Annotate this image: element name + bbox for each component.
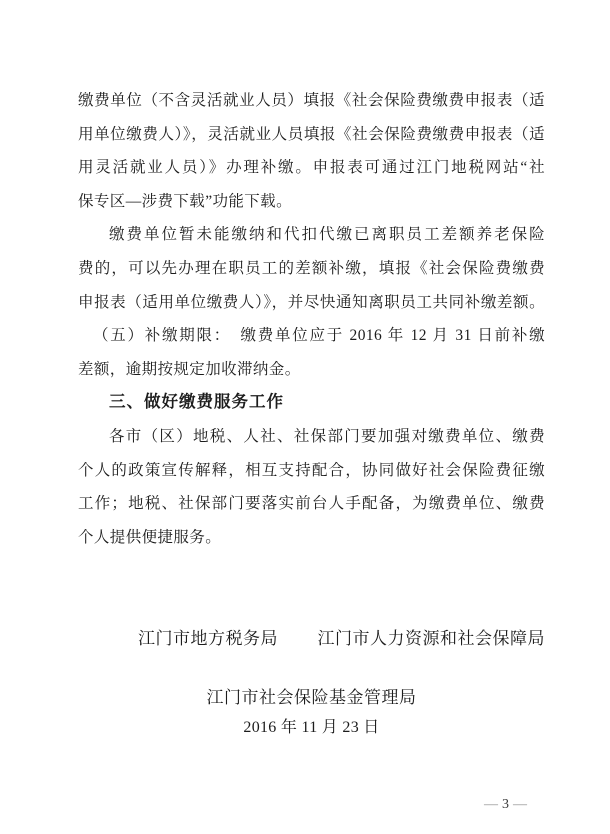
body-line: 差额，逾期按规定加收滞纳金。 [78, 360, 301, 378]
document-body [78, 84, 545, 554]
agency-hr-social-security: 江门市人力资源和社会保障局 [317, 629, 545, 648]
body-line: 各市（区）地税、人社、社保部门要加强对缴费单位、缴费 [109, 427, 545, 445]
body-line: 用灵活就业人员）》办理补缴。申报表可通过江门地税网站“社 [78, 159, 545, 177]
section-heading: 三、做好缴费服务工作 [109, 393, 284, 412]
page-number [480, 797, 531, 813]
signature-date: 2016 年 11 月 23 日 [243, 719, 380, 736]
body-line: 个人提供便捷服务。 [78, 528, 222, 546]
agency-social-insurance-fund: 江门市社会保险基金管理局 [206, 688, 417, 707]
body-line: 个人的政策宣传解释，相互支持配合，协同做好社会保险费征缴 [78, 461, 545, 479]
body-line: 费的，可以先办理在职员工的差额补缴，填报《社会保险费缴费 [78, 259, 545, 277]
body-line: 申报表（适用单位缴费人）》，并尽快通知离职员工共同补缴差额。 [78, 293, 545, 311]
body-line: 缴费单位（不含灵活就业人员）填报《社会保险费缴费申报表（适 [78, 92, 545, 109]
body-line: 工作；地税、社保部门要落实前台人手配备，为缴费单位、缴费 [78, 495, 545, 513]
body-line: 保专区—涉费下载”功能下载。 [78, 192, 292, 210]
page-number-value: 3 [502, 797, 509, 812]
page-number-dash: — [513, 797, 527, 812]
page-number-dash: — [484, 797, 498, 812]
agency-local-tax-bureau: 江门市地方税务局 [138, 629, 278, 648]
body-line: （五）补缴期限： 缴费单位应于 2016 年 12 月 31 日前补缴 [93, 327, 545, 345]
signature-agencies [78, 624, 545, 648]
body-line: 用单位缴费人）》，灵活就业人员填报《社会保险费缴费申报表（适 [78, 125, 545, 143]
body-line: 缴费单位暂未能缴纳和代扣代缴已离职员工差额养老保险 [109, 226, 545, 244]
